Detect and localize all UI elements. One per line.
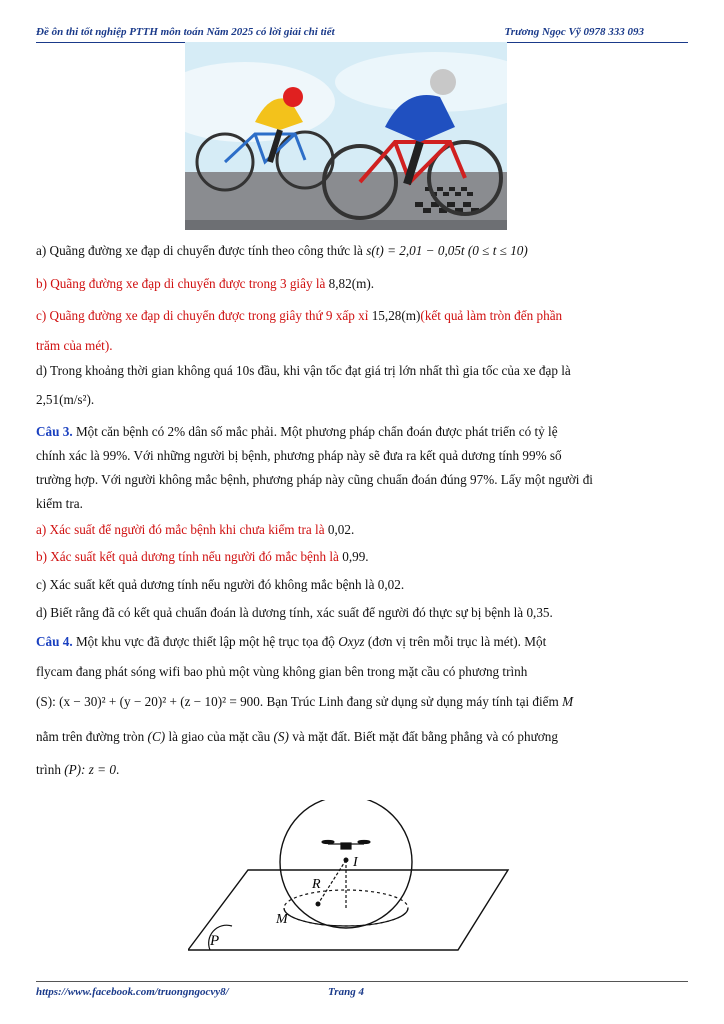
q3-option-c <box>36 577 656 593</box>
q4-stem-line5 <box>36 762 656 778</box>
label-I: I <box>353 855 358 870</box>
q2-a-text: a) Quãng đường xe đạp di chuyển được tính theo công thức là <box>36 243 367 258</box>
footer-page-number: Trang 4 <box>328 986 364 998</box>
cyclists-illustration <box>185 42 507 230</box>
q4-oxyz: Oxyz <box>338 634 365 649</box>
header-right: Trương Ngọc Vỹ 0978 333 093 <box>504 26 644 38</box>
q2-b-text: b) Quãng đường xe đạp di chuyển được trong 3 giây là <box>36 276 329 291</box>
footer-link[interactable]: https://www.facebook.com/truongngocvy8/ <box>36 986 229 998</box>
page-header <box>36 26 644 42</box>
label-M: M <box>276 912 288 927</box>
q3-a-text: a) Xác suất để người đó mắc bệnh khi chưa kiểm tra là <box>36 522 328 537</box>
q4-stem-line1 <box>36 634 656 650</box>
q3-stem-line2: chính xác là 99%. Với những người bị bệnh, phương pháp này sẽ đưa ra kết quả dương tính 99% số <box>36 448 562 463</box>
q2-c-text: c) Quãng đường xe đạp di chuyển được trong giây thứ 9 xấp xỉ <box>36 308 372 323</box>
label-P: P <box>210 933 220 949</box>
q2-option-c <box>36 308 656 324</box>
q3-stem1: Một căn bệnh có 2% dân số mắc phải. Một phương pháp chẩn đoán được phát triển có tỷ lệ <box>72 424 558 439</box>
q2-c-formula: 15,28(m) <box>371 308 421 323</box>
label-R: R <box>312 877 321 892</box>
q2-option-d: d) Trong khoảng thời gian không quá 10s đầu, khi vận tốc đạt giá trị lớn nhất thì gia tốc của xe đạp là <box>36 363 571 378</box>
q4-stem-line3 <box>36 694 656 710</box>
q3-d-val: 0,35. <box>526 605 553 620</box>
q4-stem1: Một khu vực đã được thiết lập một hệ trục tọa độ <box>72 634 339 649</box>
q3-stem-line1 <box>36 424 656 440</box>
q4-stem5b: . <box>115 762 120 777</box>
q2-option-c-line2: trăm của mét). <box>36 338 113 353</box>
q4-stem4b: là giao của mặt cầu <box>165 729 274 744</box>
q4-label: Câu 4. <box>36 634 73 649</box>
q4-stem-line4 <box>36 729 656 745</box>
q3-c-val: 0,02. <box>377 577 405 592</box>
header-left: Đề ôn thi tốt nghiệp PTTH môn toán Năm 2025 có lời giải chi tiết <box>36 26 335 38</box>
q3-b-text: b) Xác suất kết quả dương tính nếu người đó mắc bệnh là <box>36 549 343 564</box>
q3-option-b <box>36 549 656 565</box>
q4-stem4a: nằm trên đường tròn <box>36 729 148 744</box>
q3-label: Câu 3. <box>36 424 73 439</box>
q3-stem-line3: trường hợp. Với người không mắc bệnh, phương pháp này cũng chuẩn đoán đúng 97%. Lấy một người đi <box>36 472 593 487</box>
q2-option-d-formula <box>36 392 656 408</box>
q4-S: (S) <box>273 729 289 744</box>
q2-a-formula: s(t) = 2,01 − 0,05t (0 ≤ t ≤ 10) <box>366 243 528 258</box>
footer-divider <box>36 981 688 982</box>
q3-b-val: 0,99. <box>342 549 369 564</box>
q2-option-b <box>36 276 656 292</box>
q4-stem1b: (đơn vị trên mỗi trục là mét). Một <box>364 634 547 649</box>
q4-sphere-eq: (S): (x − 30)² + (y − 20)² + (z − 10)² = 900 <box>36 694 260 709</box>
q3-a-val: 0,02. <box>327 522 355 537</box>
q4-plane-eq: (P): z = 0 <box>64 762 116 777</box>
q3-option-d <box>36 605 656 621</box>
q2-d-formula: 2,51(m/s²). <box>36 392 95 407</box>
q3-option-a <box>36 522 656 538</box>
q2-c-rest: (kết quả làm tròn đến phần <box>420 308 563 323</box>
q4-stem-line2: flycam đang phát sóng wifi bao phủ một vùng không gian bên trong mặt cầu có phương trình <box>36 664 528 679</box>
q3-c-text: c) Xác suất kết quả dương tính nếu người đó không mắc bệnh là <box>36 577 378 592</box>
q4-stem5a: trình <box>36 762 65 777</box>
sphere-plane-figure <box>188 800 518 958</box>
q4-stem3b: . Bạn Trúc Linh đang sử dụng sử dụng máy tính tại điểm <box>259 694 563 709</box>
q2-b-formula: 8,82(m). <box>328 276 375 291</box>
q4-C: (C) <box>147 729 166 744</box>
q4-stem4c: và mặt đất. Biết mặt đất bằng phẳng và có phương <box>288 729 558 744</box>
q3-stem-line4: kiểm tra. <box>36 496 83 511</box>
q2-option-a <box>36 243 656 259</box>
q4-M: M <box>562 694 574 709</box>
q3-d-text: d) Biết rằng đã có kết quả chuẩn đoán là dương tính, xác suất để người đó thực sự bị bệnh là <box>36 605 527 620</box>
